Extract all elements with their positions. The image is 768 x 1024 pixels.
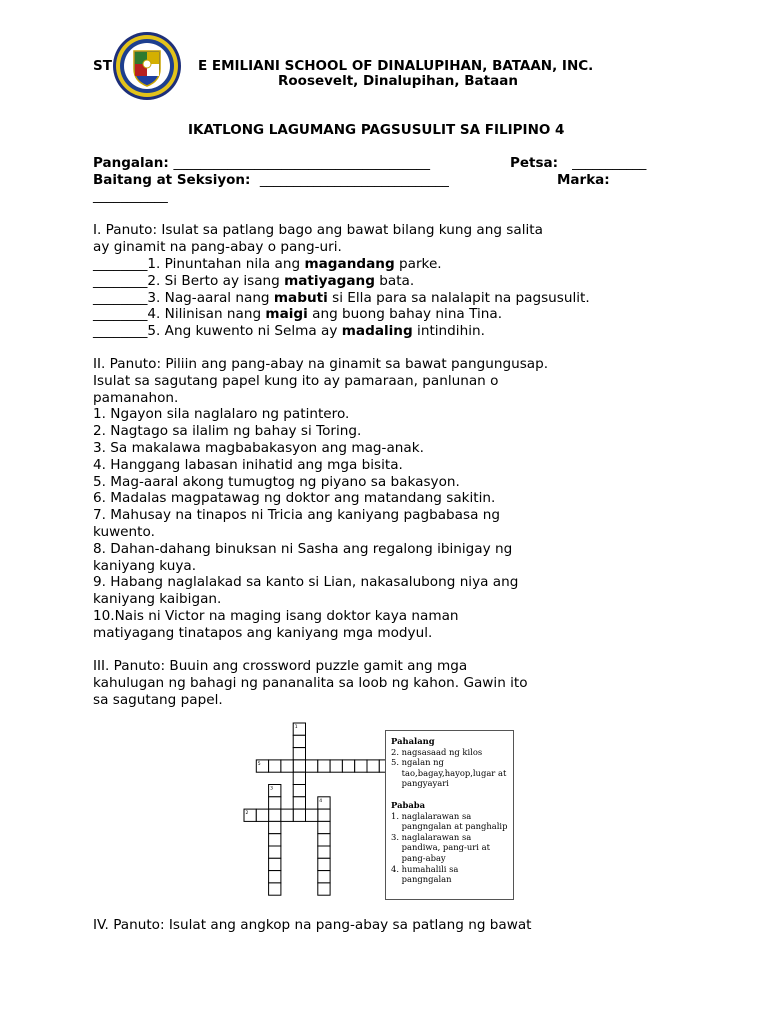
part3-instruction: III. Panuto: Buuin ang crossword puzzle gamit ang mga kahulugan ng bahagi ng pananalita sa loob ng kahon. Gawin ito sa sagutang papel. (93, 658, 528, 708)
score-blank[interactable]: ___________ (93, 188, 168, 204)
across-clue: pangyayari (391, 778, 449, 789)
down-clue: pang-abay (391, 852, 446, 863)
crossword-cell[interactable] (281, 809, 293, 821)
down-clue: pandiwa, pang-uri at (391, 842, 490, 853)
score-label: Marka: (557, 172, 610, 188)
across-heading: Pahalang (391, 736, 435, 746)
down-clue: 1. naglalarawan sa (391, 810, 472, 821)
crossword-cell[interactable] (269, 809, 281, 821)
crossword-cell[interactable] (355, 760, 367, 772)
crossword-cell[interactable] (293, 785, 305, 797)
crossword-clue-number: 1 (294, 725, 298, 730)
part4-instruction: IV. Panuto: Isulat ang angkop na pang-abay sa patlang ng bawat (93, 917, 532, 933)
crossword-cell[interactable] (293, 760, 305, 772)
crossword-cell[interactable] (269, 858, 281, 870)
crossword-grid[interactable] (236, 718, 386, 902)
name-field[interactable]: Pangalan: ______________________________________ (93, 155, 430, 171)
crossword-cell[interactable] (293, 735, 305, 747)
part1-item: ________2. Si Berto ay isang matiyagang bata. (93, 272, 415, 289)
crossword-cell[interactable] (293, 797, 305, 809)
crossword-cell[interactable] (269, 883, 281, 895)
crossword-clue-number: 3 (270, 786, 273, 792)
part1-item: ________4. Nilinisan nang maigi ang buong bahay nina Tina. (93, 306, 503, 323)
crossword-cell[interactable] (269, 834, 281, 846)
crossword-cell[interactable] (269, 760, 281, 772)
crossword-cell[interactable] (306, 809, 318, 821)
crossword-cell[interactable] (293, 772, 305, 784)
crossword-cell[interactable] (269, 846, 281, 858)
crossword-cell[interactable] (367, 760, 379, 772)
crossword-cell[interactable] (318, 871, 330, 883)
down-clue: 3. naglalarawan sa (391, 831, 472, 842)
across-clue: 5. ngalan ng (391, 757, 444, 768)
crossword-cell[interactable] (318, 760, 330, 772)
part1-item: ________5. Ang kuwento ni Selma ay madaling intindihin. (93, 323, 485, 340)
across-clue: 2. nagsasaad ng kilos (391, 746, 483, 757)
part1-items (93, 256, 590, 340)
crossword-cell[interactable] (318, 821, 330, 833)
crossword-cell[interactable] (256, 809, 268, 821)
grade-section-field[interactable]: Baitang at Seksiyon: ____________________________ (93, 172, 449, 188)
date-field[interactable]: Petsa: ___________ (510, 155, 647, 171)
down-heading: Pababa (391, 799, 426, 810)
across-clue: tao,bagay,hayop,lugar at (391, 767, 507, 778)
crossword-cell[interactable] (342, 760, 354, 772)
crossword-cell[interactable] (293, 809, 305, 821)
crossword-cell[interactable] (318, 834, 330, 846)
crossword-clue-number: 4 (319, 798, 323, 804)
down-clue: pangngalan (391, 874, 452, 885)
part1-item: ________1. Pinuntahan nila ang magandang parke. (93, 256, 442, 272)
crossword-cell[interactable] (293, 748, 305, 760)
crossword-cell[interactable] (318, 883, 330, 895)
crossword-cell[interactable] (318, 858, 330, 870)
down-clue: pangngalan at panghalip (391, 821, 508, 832)
school-address: Roosevelt, Dinalupihan, Bataan (278, 73, 518, 89)
crossword-cell[interactable] (306, 760, 318, 772)
crossword-cell[interactable] (269, 871, 281, 883)
part1-instruction: I. Panuto: Isulat sa patlang bago ang bawat bilang kung ang salita ay ginamit na pang-abay o pang-uri. (93, 222, 543, 255)
crossword-clue-number: 5 (257, 761, 261, 767)
exam-title: IKATLONG LAGUMANG PAGSUSULIT SA FILIPINO 4 (188, 122, 565, 138)
crossword-clues-box (385, 730, 514, 900)
crossword-cell[interactable] (318, 846, 330, 858)
crossword-cell[interactable] (269, 821, 281, 833)
part1-item: ________3. Nag-aaral nang mabuti si Ella para sa nalalapit na pagsusulit. (93, 289, 590, 306)
crossword-cell[interactable] (318, 809, 330, 821)
crossword-cell[interactable] (330, 760, 342, 772)
school-name: ST E EMILIANI SCHOOL OF DINALUPIHAN, BATAAN, INC. (93, 58, 594, 74)
crossword-clue-number: 2 (245, 811, 249, 817)
down-clue: 4. humahalili sa (391, 863, 459, 874)
part2-section: II. Panuto: Piliin ang pang-abay na ginamit sa bawat pangungusap. Isulat sa sagutang papel kung ito ay pamaraan, panlunan o pamanahon. 1. Ngayon sila naglalaro ng patintero. 2. Nagtago sa ilalim ng bahay si Toring. 3. Sa makalawa magbabakasyon ang mag-anak. 4. Hanggang labasan inihatid ang mga bisita. 5. Mag-aaral akong tumugtog ng piyano sa bakasyon. 6. Madalas magpatawag ng doktor ang matandang sakitin. 7. Mahusay na tinapos ni Tricia ang kaniyang pagbabasa ng kuwento. 8. Dahan-dahang binuksan ni Sasha ang regalong ibinigay ng kaniyang kuya. 9. Habang naglalakad sa kanto si Lian, nakasalubong niya ang kaniyang kaibigan. 10.Nais ni Victor na maging isang doktor kaya naman matiyagang tinatapos ang kaniyang mga modyul. (93, 356, 549, 641)
crossword-cell[interactable] (269, 797, 281, 809)
crossword-cell[interactable] (281, 760, 293, 772)
